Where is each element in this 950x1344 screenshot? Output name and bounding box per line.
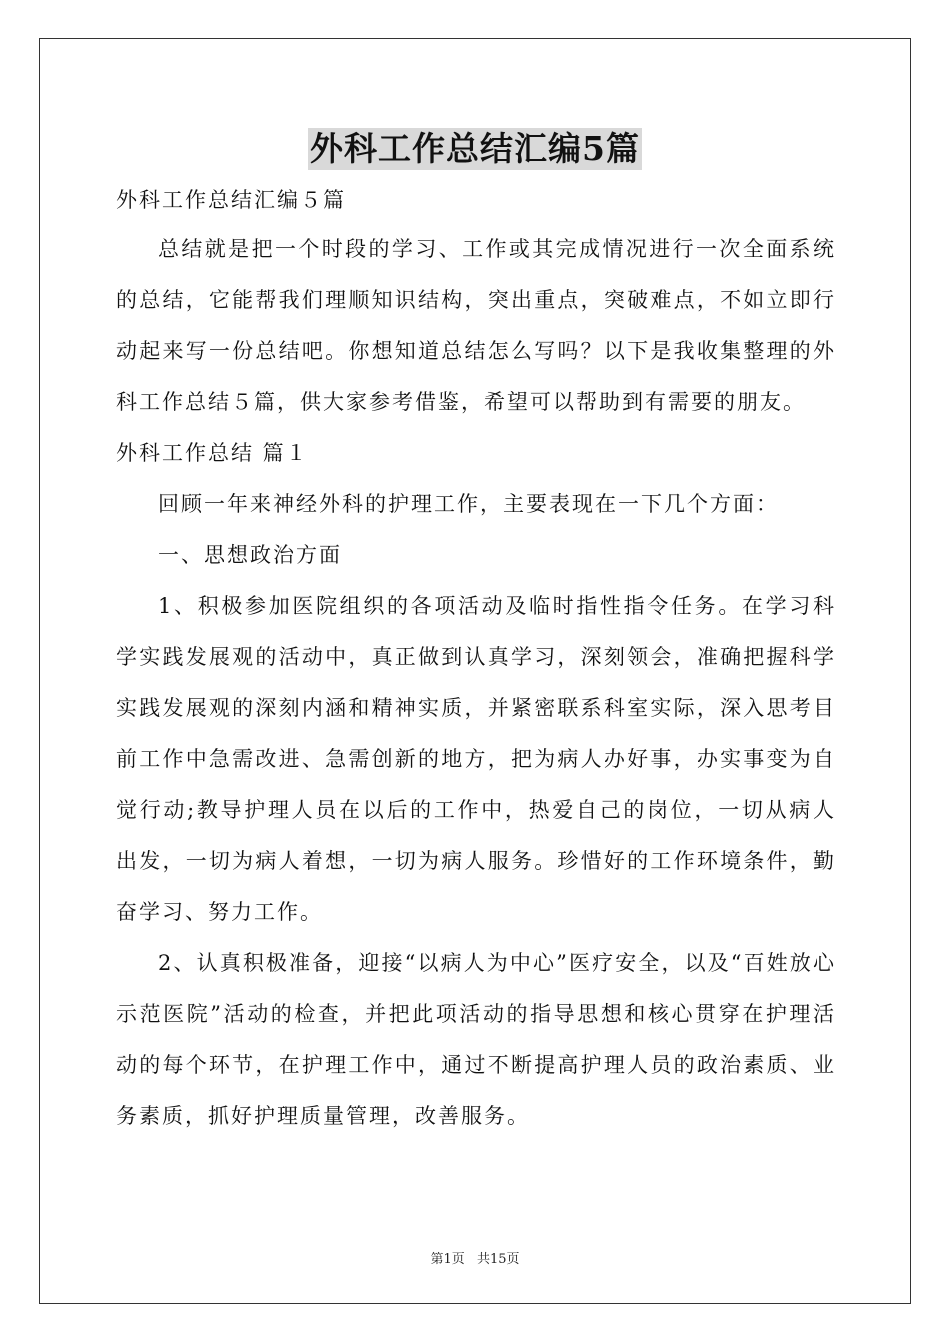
document-body bbox=[116, 180, 836, 1142]
section-heading: 外科工作总结 篇１ bbox=[116, 441, 309, 465]
document-title bbox=[0, 128, 950, 174]
document-subtitle: 外科工作总结汇编５篇 bbox=[116, 188, 346, 212]
paragraph-overview: 回顾一年来神经外科的护理工作，主要表现在一下几个方面： bbox=[158, 492, 779, 516]
paragraph-item-2: 2、认真积极准备，迎接“以病人为中心”医疗安全，以及“百姓放心示范医院”活动的检查，并把此项活动的指导思想和核心贯穿在护理活动的每个环节，在护理工作中，通过不断提高护理人员的政治素质、业务素质，抓好护理质量管理，改善服务。 bbox=[116, 951, 836, 1128]
page-number: 第1页 bbox=[430, 1252, 465, 1267]
paragraph-subheading: 一、思想政治方面 bbox=[158, 543, 342, 567]
document-title-text: 外科工作总结汇编5篇 bbox=[310, 129, 640, 168]
paragraph-item-1: 1、积极参加医院组织的各项活动及临时指性指令任务。在学习科学实践发展观的活动中，真正做到认真学习，深刻领会，准确把握科学实践发展观的深刻内涵和精神实质，并紧密联系科室实际，深入思考目前工作中急需改进、急需创新的地方，把为病人办好事，办实事变为自觉行动;教导护理人员在以后的工作中，热爱自己的岗位，一切从病人出发，一切为病人着想，一切为病人服务。珍惜好的工作环境条件，勤奋学习、努力工作。 bbox=[116, 594, 836, 924]
intro-paragraph: 总结就是把一个时段的学习、工作或其完成情况进行一次全面系统的总结，它能帮我们理顺知识结构，突出重点，突破难点，不如立即行动起来写一份总结吧。你想知道总结怎么写吗？以下是我收集整理的外科工作总结５篇，供大家参考借鉴，希望可以帮助到有需要的朋友。 bbox=[116, 237, 836, 414]
page-footer bbox=[0, 1248, 950, 1267]
page-total: 共15页 bbox=[476, 1252, 520, 1267]
